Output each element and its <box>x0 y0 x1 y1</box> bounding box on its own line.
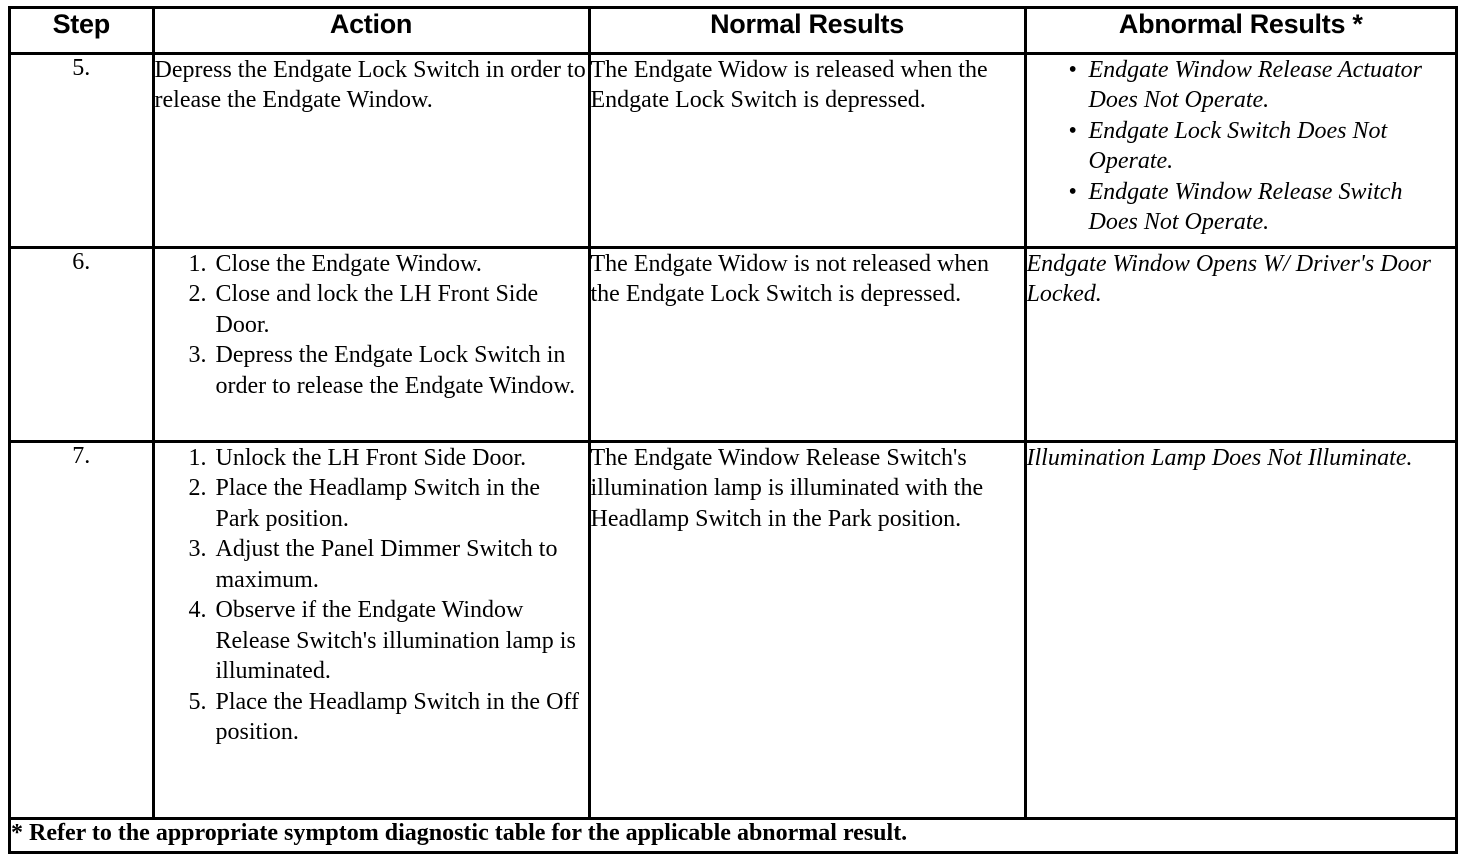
abnormal-result-text: Endgate Window Release Switch Does Not Operate. <box>1088 178 1403 235</box>
action-step: 2. Close and lock the LH Front Side Door. <box>213 279 588 340</box>
action-cell <box>153 247 589 441</box>
abnormal-result: Illumination Lamp Does Not Illuminate. <box>1025 441 1455 818</box>
table-row <box>11 441 1455 818</box>
footnote: * Refer to the appropriate symptom diagnostic table for the applicable abnormal result. <box>11 818 1455 858</box>
header-step: Step <box>11 9 153 53</box>
header-abnormal-results: Abnormal Results * <box>1025 9 1455 53</box>
abnormal-results <box>1025 53 1455 247</box>
header-action: Action <box>153 9 589 53</box>
action-step-list <box>155 443 588 748</box>
bullet-icon: • <box>1068 117 1077 144</box>
abnormal-result-item <box>1067 177 1456 238</box>
diagnostic-table <box>11 9 1455 858</box>
step-number: 7. <box>11 441 153 818</box>
action-step: 4. Observe if the Endgate Window Release Switch's illumination lamp is illuminated. <box>213 595 588 687</box>
action-step: 1. Unlock the LH Front Side Door. <box>213 443 588 474</box>
abnormal-result-list <box>1027 55 1456 238</box>
step-number: 6. <box>11 247 153 441</box>
abnormal-result-item <box>1067 116 1456 177</box>
table-row <box>11 247 1455 441</box>
action-step: 1. Close the Endgate Window. <box>213 249 588 280</box>
action-text: Depress the Endgate Lock Switch in order to release the Endgate Window. <box>153 53 589 247</box>
normal-result: The Endgate Window Release Switch's illumination lamp is illuminated with the Headlamp Switch in the Park position. <box>589 441 1025 818</box>
normal-result: The Endgate Widow is released when the Endgate Lock Switch is depressed. <box>589 53 1025 247</box>
table-row <box>11 53 1455 247</box>
bullet-icon: • <box>1068 178 1077 205</box>
normal-result: The Endgate Widow is not released when the Endgate Lock Switch is depressed. <box>589 247 1025 441</box>
step-number: 5. <box>11 53 153 247</box>
action-step: 2. Place the Headlamp Switch in the Park position. <box>213 473 588 534</box>
action-step: 3. Depress the Endgate Lock Switch in order to release the Endgate Window. <box>213 340 588 401</box>
action-step: 3. Adjust the Panel Dimmer Switch to maximum. <box>213 534 588 595</box>
header-normal-results: Normal Results <box>589 9 1025 53</box>
abnormal-result-item <box>1067 55 1456 116</box>
bullet-icon: • <box>1068 56 1077 83</box>
abnormal-result-text: Endgate Window Release Actuator Does Not Operate. <box>1088 56 1423 113</box>
table-header-row <box>11 9 1455 53</box>
action-step-list <box>155 249 588 402</box>
diagnostic-table-frame <box>8 6 1458 854</box>
action-step: 5. Place the Headlamp Switch in the Off position. <box>213 687 588 748</box>
abnormal-result-text: Endgate Lock Switch Does Not Operate. <box>1088 117 1388 174</box>
footnote-row <box>11 818 1455 858</box>
abnormal-result: Endgate Window Opens W/ Driver's Door Locked. <box>1025 247 1455 441</box>
action-cell <box>153 441 589 818</box>
